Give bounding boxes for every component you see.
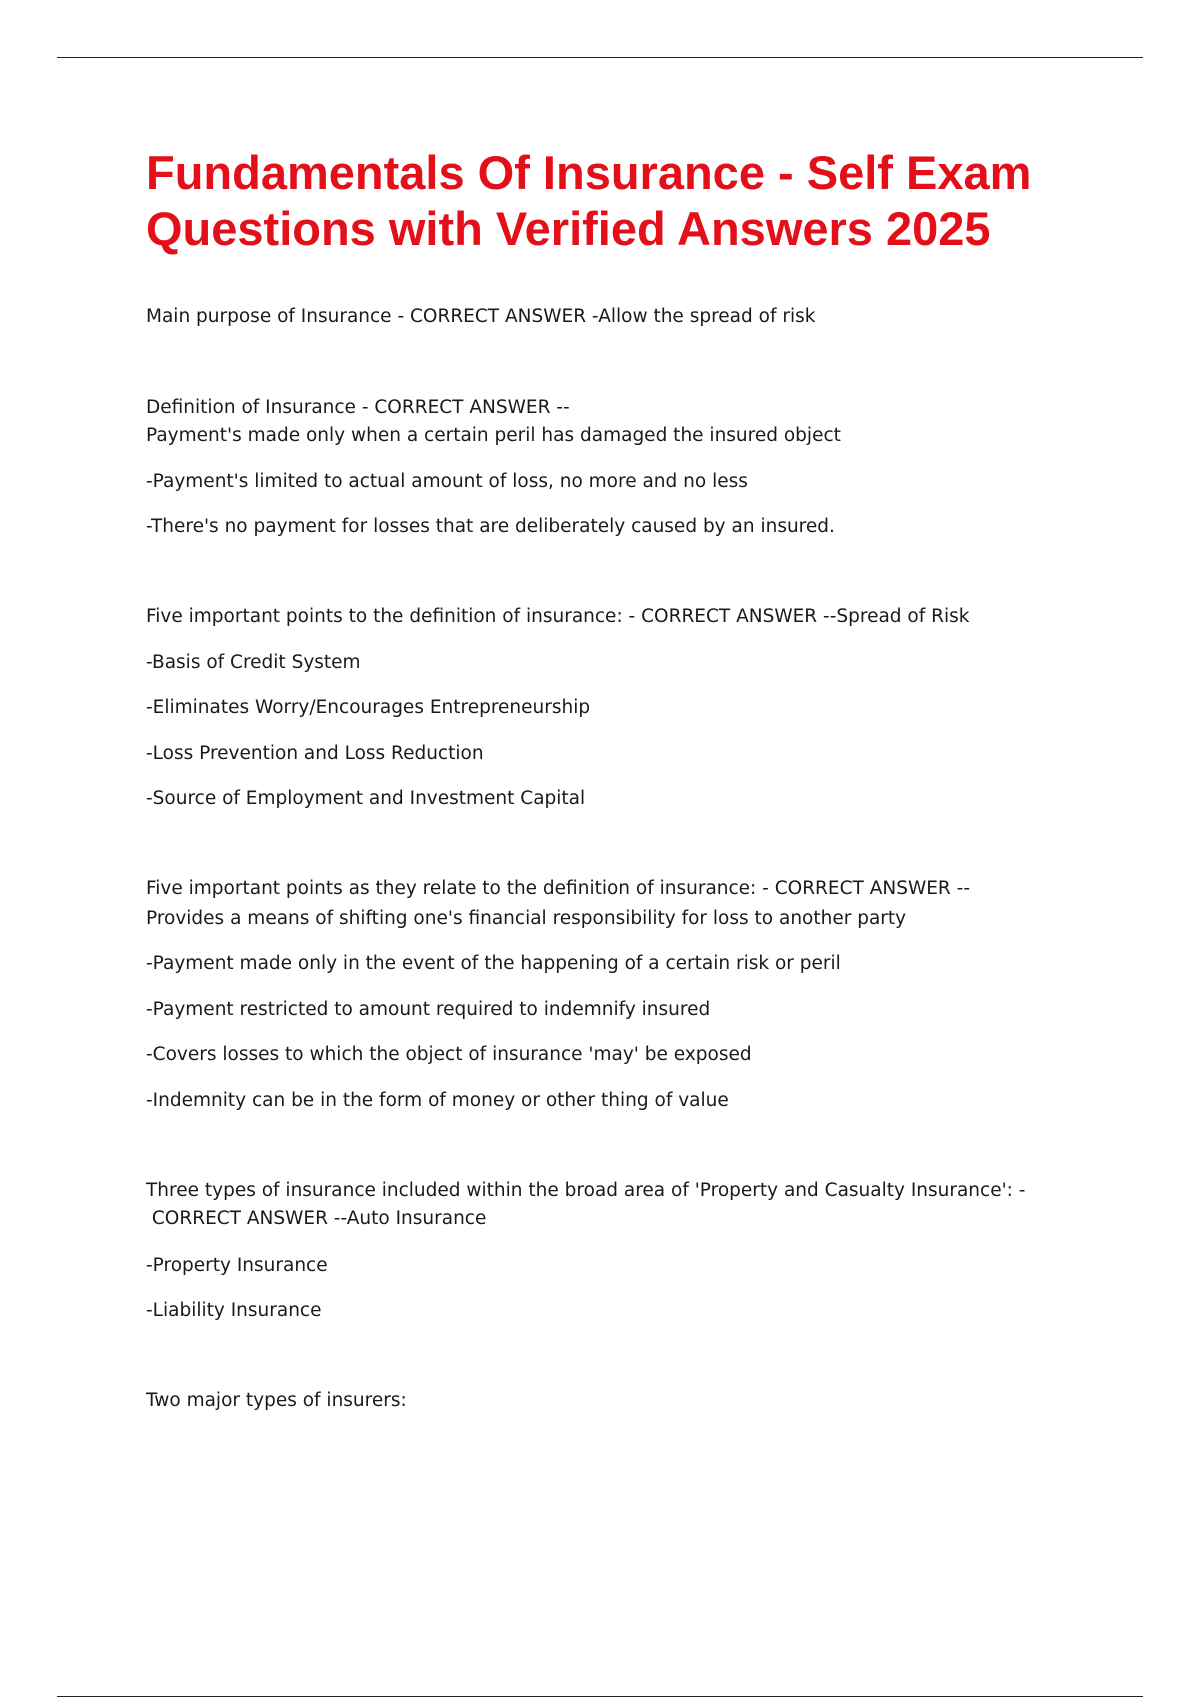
qa-5-answer-line: CORRECT ANSWER --Auto Insurance: [146, 1208, 487, 1229]
qa-3-question: Five important points to the definition of insurance: - CORRECT ANSWER --Spread of Risk: [146, 606, 970, 627]
qa-3-answer-line: -Eliminates Worry/Encourages Entrepreneurship: [146, 697, 591, 718]
qa-4-answer-line: Provides a means of shifting one's financial responsibility for loss to another party: [146, 908, 907, 929]
qa-4-answer-line: -Indemnity can be in the form of money or other thing of value: [146, 1090, 729, 1111]
qa-3-answer-line: -Basis of Credit System: [146, 652, 361, 673]
bottom-divider: [57, 1696, 1143, 1697]
qa-3-answer-line: -Source of Employment and Investment Capital: [146, 788, 586, 809]
qa-5-question: Three types of insurance included within the broad area of 'Property and Casualty Insurance': -: [146, 1180, 1026, 1201]
qa-2-question: Definition of Insurance - CORRECT ANSWER --: [146, 397, 570, 418]
qa-3-answer-line: -Loss Prevention and Loss Reduction: [146, 743, 484, 764]
qa-2-answer-line: -Payment's limited to actual amount of loss, no more and no less: [146, 471, 748, 492]
qa-1-question: Main purpose of Insurance - CORRECT ANSWER -Allow the spread of risk: [146, 306, 816, 327]
qa-6-question: Two major types of insurers:: [146, 1390, 407, 1411]
qa-2-answer-line: Payment's made only when a certain peril has damaged the insured object: [146, 425, 841, 446]
qa-5-answer-line: -Property Insurance: [146, 1255, 328, 1276]
qa-4-question: Five important points as they relate to the definition of insurance: - CORRECT ANSWER --: [146, 878, 971, 899]
title-line-1: Fundamentals Of Insurance - Self Exam: [146, 146, 1032, 199]
top-divider: [57, 57, 1143, 58]
qa-4-answer-line: -Payment restricted to amount required to indemnify insured: [146, 999, 711, 1020]
page-title: [146, 145, 1106, 257]
qa-5-answer-line: -Liability Insurance: [146, 1300, 322, 1321]
qa-4-answer-line: -Payment made only in the event of the happening of a certain risk or peril: [146, 953, 841, 974]
title-line-2: Questions with Verified Answers 2025: [146, 202, 991, 255]
qa-2-answer-line: -There's no payment for losses that are deliberately caused by an insured.: [146, 516, 835, 537]
qa-4-answer-line: -Covers losses to which the object of insurance 'may' be exposed: [146, 1044, 752, 1065]
